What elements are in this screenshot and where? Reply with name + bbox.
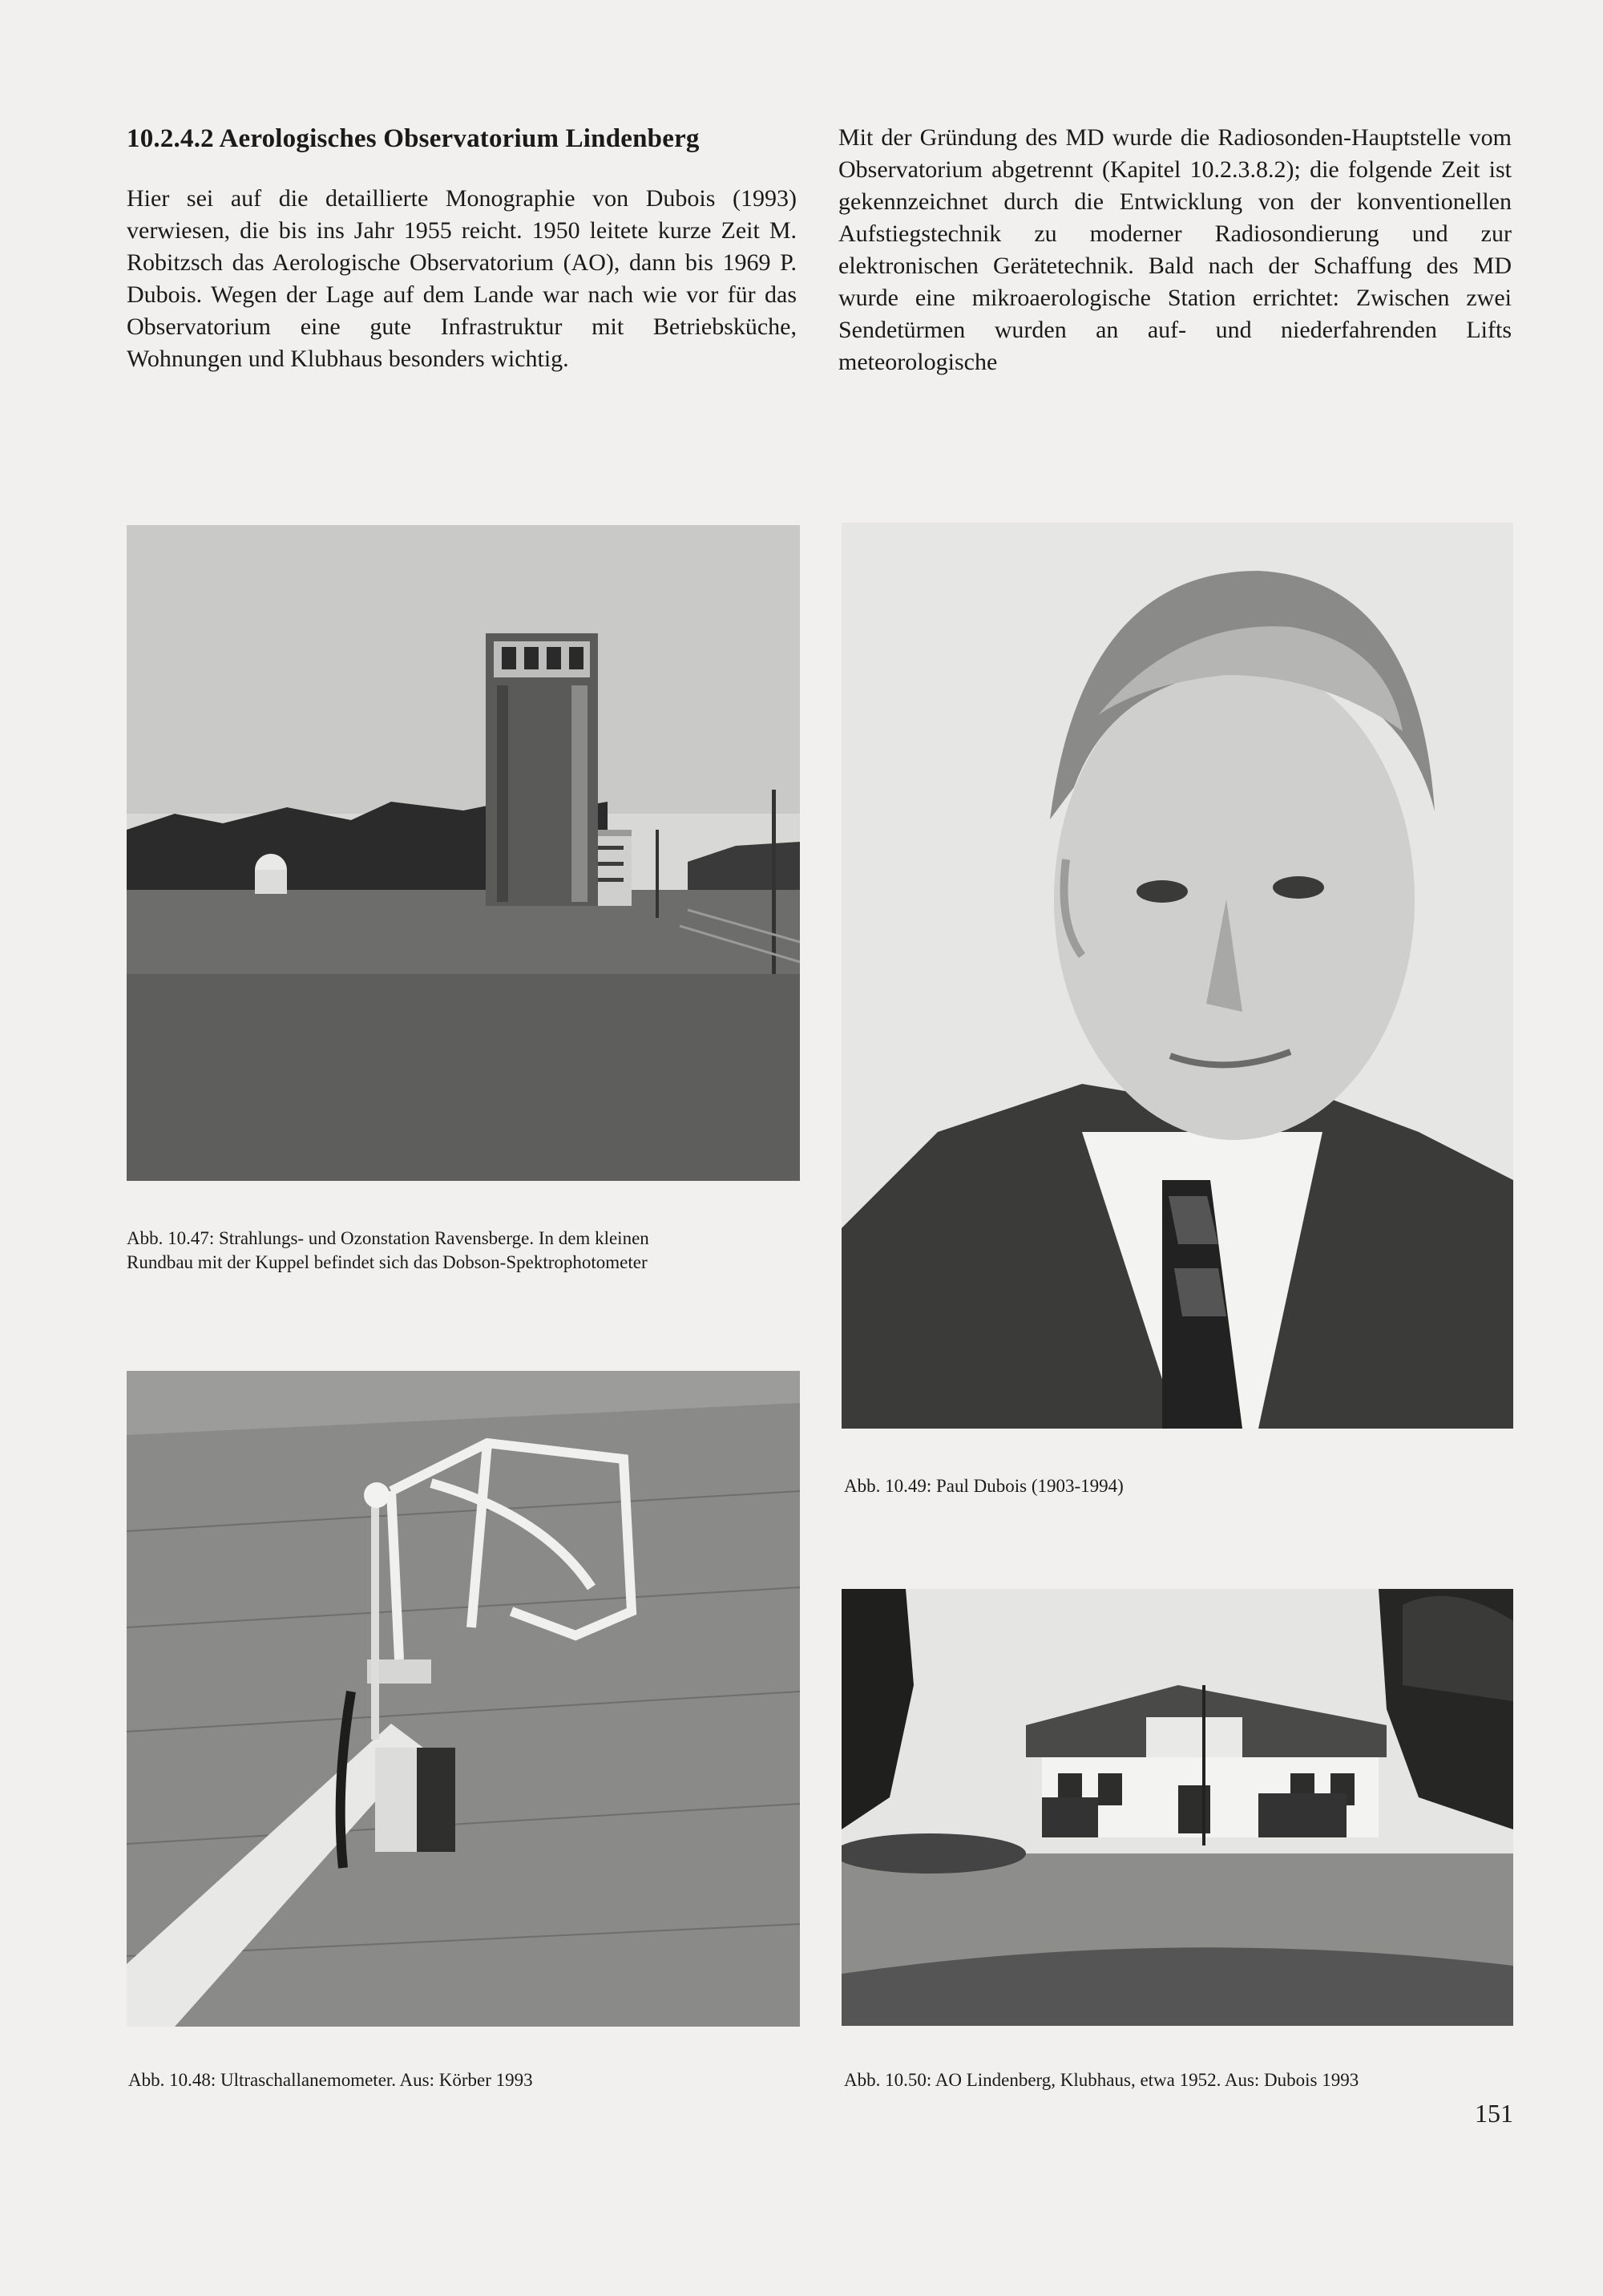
figure-caption bbox=[127, 1227, 800, 1275]
right-column-paragraph: Mit der Gründung des MD wurde die Radiosonden-Hauptstelle vom Observatorium abgetrennt (Kapitel 10.2.3.8.2); die folgende Zeit ist gekennzeichnet durch die Entwicklung von der konventionellen Aufstiegstechnik zu moderner Radiosondierung und zur elektronischen Gerätetechnik. Bald nach der Schaffung des MD wurde eine mikroaerologische Station errichtet: Zwischen zwei Sendetürmen wurden an auf- und niederfahrenden Lifts meteorologische bbox=[838, 124, 1512, 375]
figure-caption: Abb. 10.50: AO Lindenberg, Klubhaus, etwa 1952. Aus: Dubois 1993 bbox=[844, 2070, 1359, 2090]
page-number: 151 bbox=[1475, 2099, 1513, 2128]
figure-clubhouse-photo bbox=[842, 1589, 1513, 2026]
figure-caption: Abb. 10.48: Ultraschallanemometer. Aus: Körber 1993 bbox=[128, 2070, 533, 2090]
figure-ozone-station-photo bbox=[127, 525, 800, 1181]
figure-portrait-photo bbox=[842, 523, 1513, 1429]
figure-caption-line: Abb. 10.47: Strahlungs- und Ozonstation Ravensberge. In dem kleinen bbox=[127, 1228, 649, 1248]
figure-caption-line: Rundbau mit der Kuppel befindet sich das Dobson-Spektrophotometer bbox=[127, 1252, 648, 1272]
figure-caption: Abb. 10.49: Paul Dubois (1903-1994) bbox=[844, 1476, 1124, 1496]
left-column-paragraph: Hier sei auf die detaillierte Monographie von Dubois (1993) verwiesen, die bis ins Jahr 1955 reicht. 1950 leitete kurze Zeit M. Robitzsch das Aerologische Observatorium (AO), dann bis 1969 P. Dubois. Wegen der Lage auf dem Lande war nach wie vor für das Observatorium eine gute Infrastruktur mit Betriebsküche, Wohnungen und Klubhaus besonders wichtig. bbox=[127, 185, 797, 372]
figure-anemometer-photo bbox=[127, 1371, 800, 2027]
section-heading: 10.2.4.2 Aerologisches Observatorium Lindenberg bbox=[127, 124, 700, 153]
